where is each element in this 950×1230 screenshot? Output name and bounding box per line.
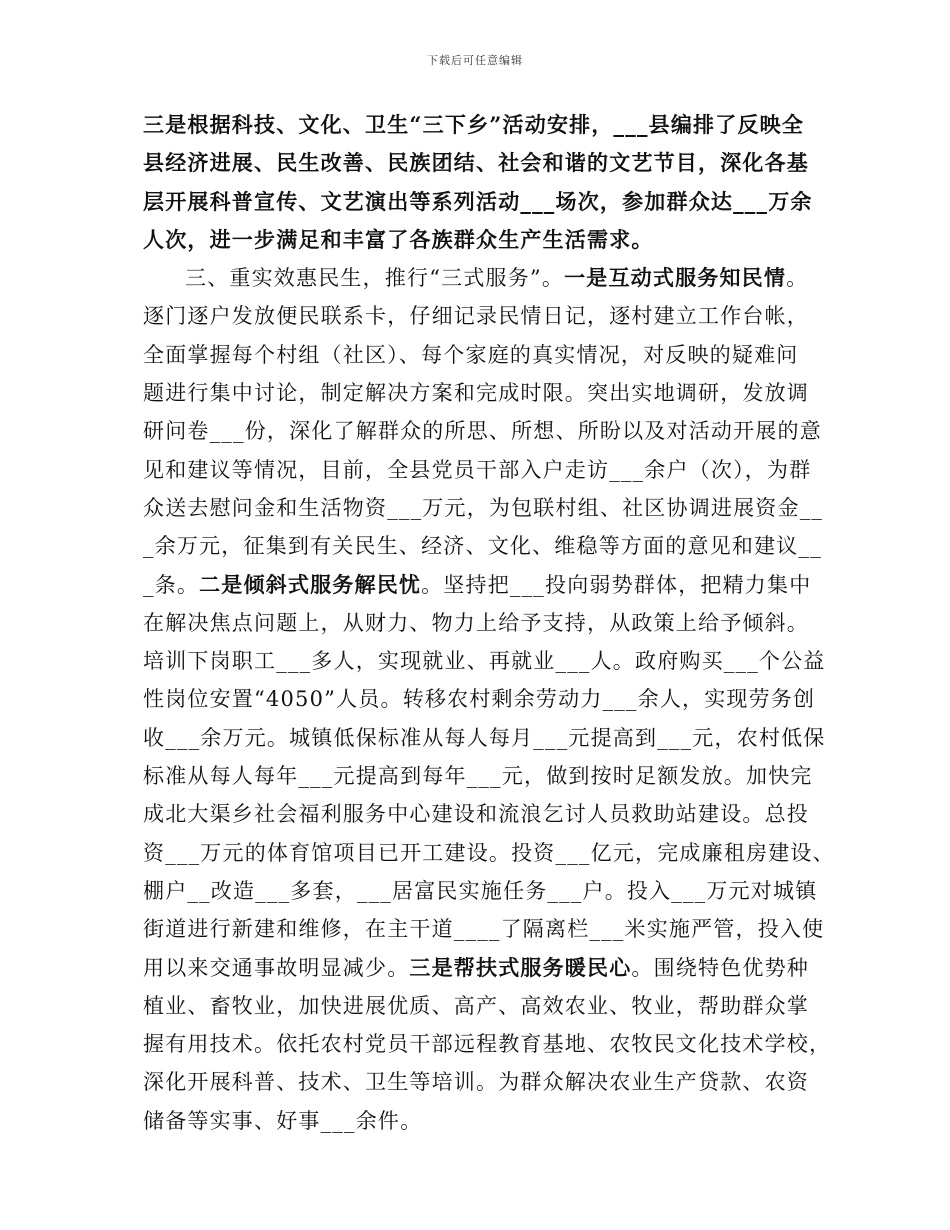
text-line (143, 834, 835, 872)
text-line (143, 566, 823, 604)
text-segment: 三、重实效惠民生，推行“三式服务”。 (185, 266, 565, 291)
text-line (143, 680, 823, 718)
text-line (143, 719, 826, 757)
text-segment: 街道进行新建和维修，在主干道____了隔离栏___米实施严管，投入使 (143, 917, 825, 942)
text-segment: 见和建议等情况，目前，全县党员干部入户走访___余户（次），为群 (143, 457, 812, 482)
page-header: 下载后可任意编辑 (427, 54, 523, 67)
text-segment: 收___余万元。城镇低保标准从每人每月___元提高到___元，农村低保 (143, 725, 826, 750)
text-line (143, 642, 826, 680)
text-line (143, 604, 823, 642)
text-line (143, 1025, 832, 1063)
text-segment: 棚户__改造___多套，___居富民实施任务___户。投入___万元对城镇 (143, 878, 818, 903)
text-segment: 逐门逐户发放便民联系卡，仔细记录民情日记，逐村建立工作台帐， (143, 304, 809, 329)
text-line (143, 987, 823, 1025)
text-line (143, 106, 823, 144)
document-body (143, 106, 835, 1140)
text-segment: 标准从每人每年___元提高到每年___元，做到按时足额发放。加快完 (143, 764, 813, 789)
text-line (143, 144, 823, 182)
text-line (143, 221, 823, 259)
text-line (143, 795, 823, 833)
text-segment: 储备等实事、好事___余件。 (143, 1108, 423, 1133)
text-segment: 握有用技术。依托农村党员干部远程教育基地、农牧民文化技术学校， (143, 1032, 832, 1057)
bold-text-segment: 人次，进一步满足和丰富了各族群众生产生活需求。 (143, 226, 654, 252)
text-segment: 成北大渠乡社会福利服务中心建设和流浪乞讨人员救助站建设。总投 (143, 802, 809, 827)
text-line (143, 259, 823, 297)
text-line (143, 183, 823, 221)
text-segment: 用以来交通事故明显减少。 (143, 955, 410, 980)
text-segment: 众送去慰问金和生活物资___万元，为包联村组、社区协调进展资金__ (143, 495, 824, 520)
text-segment: 植业、畜牧业，加快进展优质、高产、高效农业、牧业，帮助群众掌 (143, 993, 809, 1018)
text-segment: _条。 (143, 572, 200, 597)
bold-text-segment: 一是互动式服务知民情 (564, 265, 787, 291)
text-line (143, 949, 823, 987)
text-segment: 。围绕特色优势种 (631, 955, 810, 980)
text-segment: 资___万元的体育馆项目已开工建设。投资___亿元，完成廉租房建设、 (143, 840, 835, 865)
text-line (143, 297, 823, 335)
text-segment: 。坚持把___投向弱势群体，把精力集中 (421, 572, 812, 597)
text-segment: 研问卷___份，深化了解群众的所思、所想、所盼以及对活动开展的意 (143, 419, 822, 444)
bold-text-segment: 三是帮扶式服务暖民心 (409, 954, 632, 980)
text-segment: _余万元，征集到有关民生、经济、文化、维稳等方面的意见和建议__ (143, 534, 822, 559)
text-line (143, 412, 823, 450)
text-line (143, 910, 823, 948)
bold-text-segment: 二是倾斜式服务解民忧 (199, 571, 422, 597)
bold-text-segment: 县经济进展、民生改善、民族团结、社会和谐的文艺节目，深化各基 (143, 150, 809, 176)
text-segment: 在解决焦点问题上，从财力、物力上给予支持，从政策上给予倾斜。 (143, 610, 809, 635)
text-line (143, 451, 823, 489)
text-segment: 题进行集中讨论，制定解决方案和完成时限。突出实地调研，发放调 (143, 381, 809, 406)
text-line (143, 1063, 823, 1101)
text-segment: 深化开展科普、技术、卫生等培训。为群众解决农业生产贷款、农资 (143, 1070, 809, 1095)
bold-text-segment: 层开展科普宣传、文艺演出等系列活动___场次，参加群众达___万余 (143, 188, 813, 214)
text-line (143, 374, 823, 412)
text-line (143, 336, 823, 374)
text-line (143, 872, 823, 910)
text-line (143, 527, 823, 565)
text-line (143, 1102, 823, 1140)
text-segment: 全面掌握每个村组（社区）、每个家庭的真实情况，对反映的疑难问 (143, 342, 799, 367)
text-segment: 培训下岗职工___多人，实现就业、再就业___人。政府购买___个公益 (143, 649, 826, 674)
bold-text-segment: 三是根据科技、文化、卫生“三下乡”活动安排，___县编排了反映全 (143, 112, 805, 137)
text-line (143, 757, 823, 795)
text-segment: 性岗位安置“4050”人员。转移农村剩余劳动力___余人，实现劳务创 (143, 687, 816, 712)
text-segment: 。 (786, 266, 809, 291)
text-line (143, 489, 823, 527)
